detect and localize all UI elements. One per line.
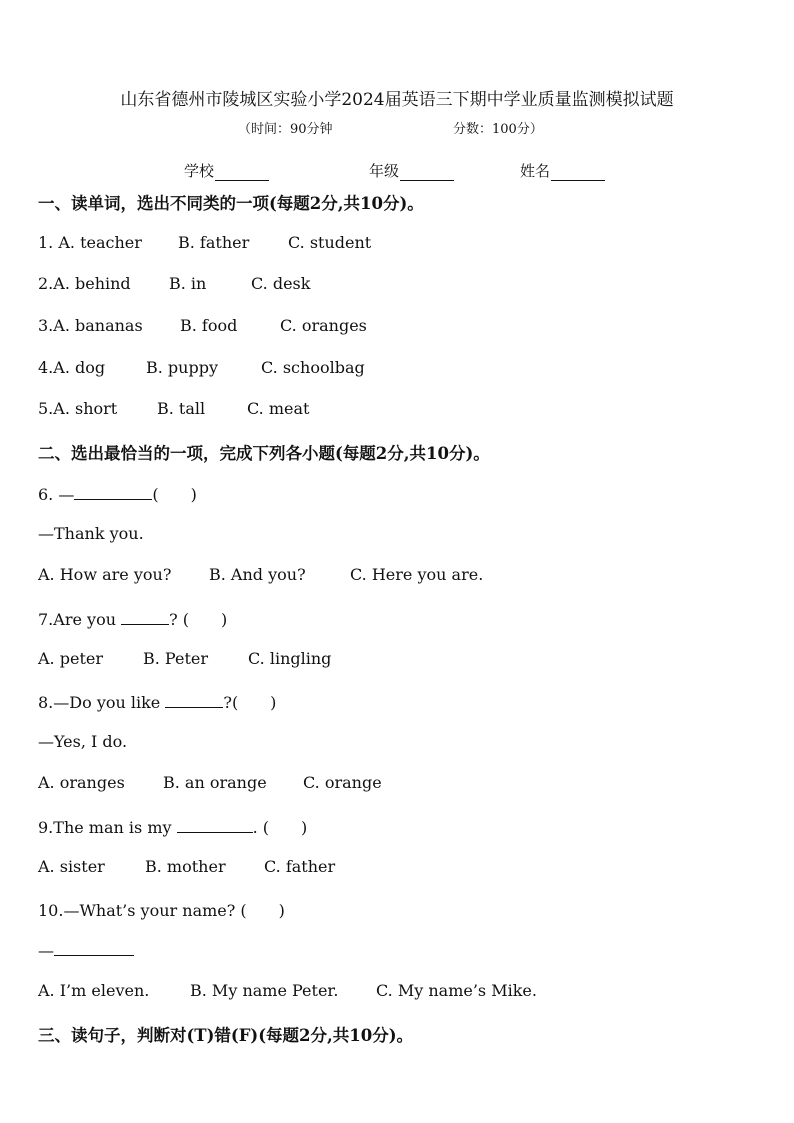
q1-option-c: C. student bbox=[288, 233, 372, 252]
q1-option-a: 1. A. teacher bbox=[38, 233, 142, 252]
q7-suffix: ? ( ) bbox=[169, 610, 228, 629]
question-5 bbox=[38, 399, 117, 418]
q4-option-a: 4.A. dog bbox=[38, 358, 106, 377]
page-title: 山东省德州市陵城区实验小学2024届英语三下期中学业质量监测模拟试题 bbox=[120, 90, 674, 110]
q7-option-c: C. lingling bbox=[248, 649, 332, 668]
school-blank[interactable] bbox=[215, 164, 269, 181]
q10-option-a: A. I’m eleven. bbox=[38, 981, 150, 1000]
school-field bbox=[184, 160, 269, 181]
q9-option-c: C. father bbox=[264, 857, 336, 876]
q5-option-a: 5.A. short bbox=[38, 399, 118, 418]
q6-option-a: A. How are you? bbox=[38, 565, 172, 584]
q6-option-b: B. And you? bbox=[209, 565, 306, 584]
question-9-stem bbox=[38, 815, 307, 838]
q9-suffix: . ( ) bbox=[252, 818, 308, 837]
q10-prefix: — bbox=[38, 941, 54, 960]
q6-option-c: C. Here you are. bbox=[350, 565, 484, 584]
q6-blank[interactable] bbox=[74, 484, 152, 500]
q3-option-c: C. oranges bbox=[280, 316, 367, 335]
question-7-stem bbox=[38, 607, 227, 630]
q2-option-c: C. desk bbox=[251, 274, 311, 293]
q7-option-a: A. peter bbox=[38, 649, 103, 668]
q2-option-a: 2.A. behind bbox=[38, 274, 131, 293]
q8-option-a: A. oranges bbox=[38, 773, 125, 792]
q6-prefix: 6. — bbox=[38, 485, 75, 504]
q8-option-b: B. an orange bbox=[163, 773, 267, 792]
q3-option-b: B. food bbox=[180, 316, 238, 335]
q9-option-b: B. mother bbox=[145, 857, 226, 876]
q10-option-b: B. My name Peter. bbox=[190, 981, 339, 1000]
exam-time: （时间：90分钟 bbox=[238, 122, 333, 137]
q9-option-a: A. sister bbox=[38, 857, 105, 876]
q7-prefix: 7.Are you bbox=[38, 610, 122, 629]
grade-field bbox=[369, 160, 454, 181]
q9-blank[interactable] bbox=[177, 817, 253, 833]
q8-prefix: 8.—Do you like bbox=[38, 693, 166, 712]
q2-option-b: B. in bbox=[169, 274, 207, 293]
question-10-stem: 10.—What’s your name? ( ) bbox=[38, 901, 285, 920]
q7-option-b: B. Peter bbox=[143, 649, 208, 668]
question-3 bbox=[38, 316, 143, 335]
q5-option-b: B. tall bbox=[157, 399, 206, 418]
exam-score: 分数：100分） bbox=[453, 122, 543, 137]
q10-blank[interactable] bbox=[54, 940, 134, 956]
q4-option-c: C. schoolbag bbox=[261, 358, 365, 377]
question-2 bbox=[38, 274, 131, 293]
q1-option-b: B. father bbox=[178, 233, 250, 252]
q6-paren: ( ) bbox=[152, 485, 197, 504]
question-1 bbox=[38, 233, 142, 252]
name-field bbox=[520, 160, 605, 181]
question-10-reply bbox=[38, 940, 134, 960]
q7-blank[interactable] bbox=[121, 609, 169, 625]
section-2-heading: 二、选出最恰当的一项，完成下列各小题(每题2分,共10分)。 bbox=[38, 444, 490, 463]
question-6-reply: —Thank you. bbox=[38, 524, 144, 543]
q3-option-a: 3.A. bananas bbox=[38, 316, 143, 335]
question-8-reply: —Yes, I do. bbox=[38, 732, 128, 751]
q8-suffix: ?( ) bbox=[223, 693, 277, 712]
name-blank[interactable] bbox=[551, 164, 605, 181]
q8-option-c: C. orange bbox=[303, 773, 382, 792]
q8-blank[interactable] bbox=[165, 692, 223, 708]
school-label: 学校 bbox=[184, 162, 215, 180]
grade-label: 年级 bbox=[369, 162, 400, 180]
name-label: 姓名 bbox=[520, 162, 551, 180]
q10-option-c: C. My name’s Mike. bbox=[376, 981, 537, 1000]
section-1-heading: 一、读单词，选出不同类的一项(每题2分,共10分)。 bbox=[38, 194, 424, 213]
section-3-heading: 三、读句子，判断对(T)错(F)(每题2分,共10分)。 bbox=[38, 1026, 414, 1045]
question-6-stem bbox=[38, 482, 197, 505]
q4-option-b: B. puppy bbox=[146, 358, 218, 377]
question-4 bbox=[38, 358, 105, 377]
q5-option-c: C. meat bbox=[247, 399, 310, 418]
grade-blank[interactable] bbox=[400, 164, 454, 181]
question-8-stem bbox=[38, 690, 276, 713]
q9-prefix: 9.The man is my bbox=[38, 818, 177, 837]
